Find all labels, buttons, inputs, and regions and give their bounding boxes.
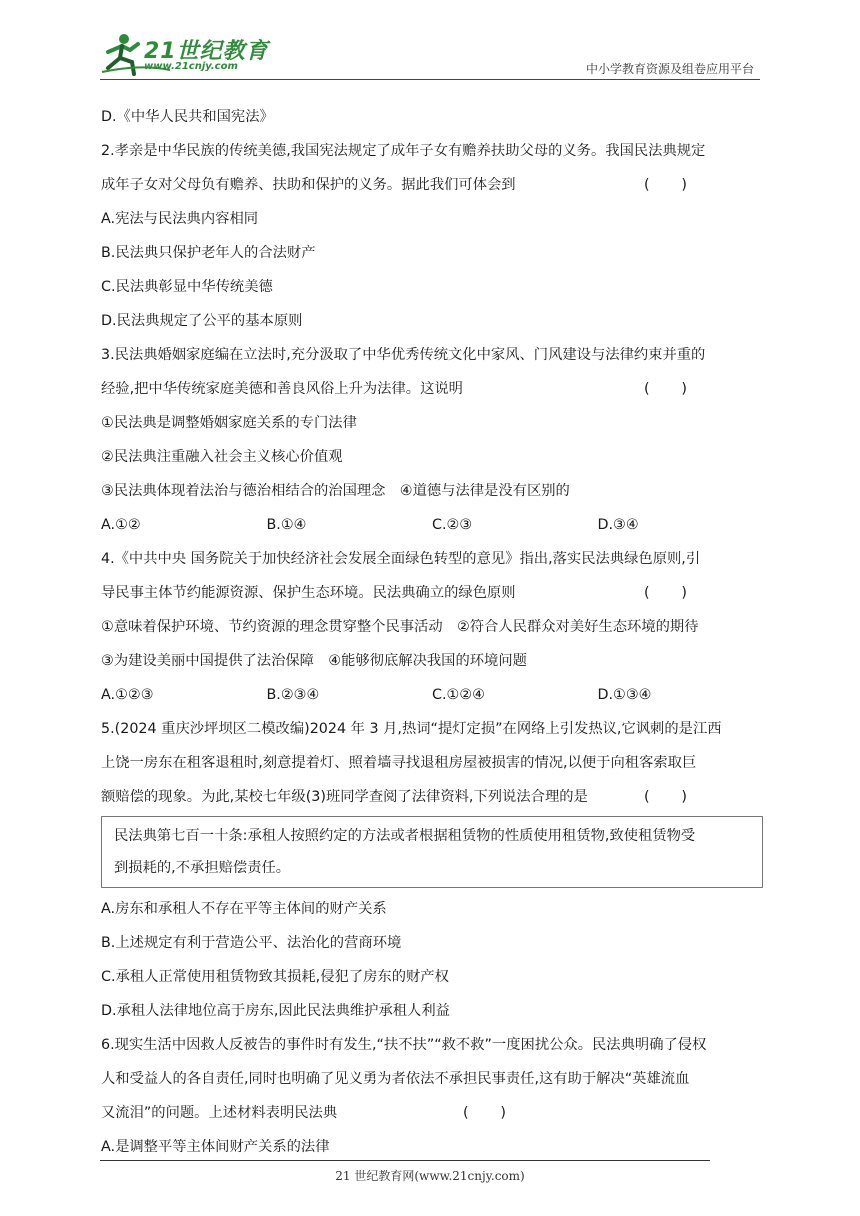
page-header — [100, 28, 760, 80]
q4-stem-line-2 — [101, 576, 763, 610]
q4-option-a: A.①②③ — [101, 687, 154, 703]
logo-url-text: www.21cnjy.com — [144, 61, 238, 72]
q5-option-b: B.上述规定有利于营造公平、法治化的营商环境 — [101, 935, 402, 951]
question-content — [101, 100, 763, 1164]
q6-option-a: A.是调整平等主体间财产关系的法律 — [101, 1139, 330, 1155]
q3-statement-2: ②民法典注重融入社会主义核心价值观 — [101, 449, 343, 465]
q5-stem-line-3 — [101, 780, 763, 814]
q5-stem-line-1: 5.(2024 重庆沙坪坝区二模改编)2024 年 3 月,热词“提灯定损”在网络上引发热议,它讽刺的是江西 — [101, 721, 722, 737]
q4-stem-line-1: 4.《中共中央 国务院关于加快经济社会发展全面绿色转型的意见》指出,落实民法典绿色原则,引 — [101, 551, 701, 567]
q6-answer-bracket: ( ) — [463, 1105, 506, 1121]
q5-stem-line-2: 上饶一房东在租客退租时,刻意提着灯、照着墙寻找退租房屋被损害的情况,以便于向租客索取巨 — [101, 755, 697, 771]
q2-stem-line-2 — [101, 168, 763, 202]
q5-option-a: A.房东和承租人不存在平等主体间的财产关系 — [101, 901, 387, 917]
q4-statement-3-4: ③为建设美丽中国提供了法治保障 ④能够彻底解决我国的环境问题 — [101, 653, 527, 669]
q2-stem-line-1: 2.孝亲是中华民族的传统美德,我国宪法规定了成年子女有赡养扶助父母的义务。我国民法典规定 — [101, 143, 706, 159]
q6-stem-text: 又流泪”的问题。上述材料表明民法典 — [101, 1105, 338, 1121]
q2-stem-text: 成年子女对父母负有赡养、扶助和保护的义务。据此我们可体会到 — [101, 177, 516, 193]
footer-divider — [100, 1160, 710, 1161]
platform-name: 中小学教育资源及组卷应用平台 — [585, 62, 754, 76]
q4-stem-text: 导民事主体节约能源资源、保护生态环境。民法典确立的绿色原则 — [101, 585, 516, 601]
q3-answer-bracket: ( ) — [644, 381, 687, 397]
header-divider — [100, 79, 760, 80]
q5-stem-text: 额赔偿的现象。为此,某校七年级(3)班同学查阅了法律资料,下列说法合理的是 — [101, 789, 588, 805]
q3-option-c: C.②③ — [432, 517, 473, 533]
q4-option-b: B.②③④ — [266, 687, 320, 703]
q3-statement-1: ①民法典是调整婚姻家庭关系的专门法律 — [101, 415, 357, 431]
q6-stem-line-3 — [101, 1096, 763, 1130]
q3-stem-text: 经验,把中华传统家庭美德和善良风俗上升为法律。这说明 — [101, 381, 463, 397]
q3-statement-3-4: ③民法典体现着法治与德治相结合的治国理念 ④道德与法律是没有区别的 — [101, 483, 570, 499]
law-quote-line-1: 民法典第七百一十条:承租人按照约定的方法或者根据租赁物的性质使用租赁物,致使租赁物受 — [114, 828, 696, 844]
law-quote-line-2: 到损耗的,不承担赔偿责任。 — [114, 860, 291, 876]
q3-stem-line-1: 3.民法典婚姻家庭编在立法时,充分汲取了中华优秀传统文化中家风、门风建设与法律约束并重的 — [101, 347, 706, 363]
q3-stem-line-2 — [101, 372, 763, 406]
q6-stem-line-1: 6.现实生活中因救人反被告的事件时有发生,“扶不扶”“救不救”一度困扰公众。民法典明确了侵权 — [101, 1037, 707, 1053]
law-quote-box — [101, 816, 763, 888]
q4-option-d: D.①③④ — [597, 687, 652, 703]
q6-stem-line-2: 人和受益人的各自责任,同时也明确了见义勇为者依法不承担民事责任,这有助于解决“英雄流血 — [101, 1071, 690, 1087]
q2-option-d: D.民法典规定了公平的基本原则 — [101, 313, 303, 329]
q3-options — [101, 508, 763, 542]
q4-answer-bracket: ( ) — [644, 585, 687, 601]
q2-option-b: B.民法典只保护老年人的合法财产 — [101, 245, 316, 261]
q5-option-c: C.承租人正常使用租赁物致其损耗,侵犯了房东的财产权 — [101, 969, 449, 985]
logo-text: 21世纪教育 — [144, 39, 269, 64]
q3-option-d: D.③④ — [597, 517, 639, 533]
q5-answer-bracket: ( ) — [644, 789, 687, 805]
site-logo — [100, 28, 280, 80]
q5-option-d: D.承租人法律地位高于房东,因此民法典维护承租人利益 — [101, 1003, 450, 1019]
q2-answer-bracket: ( ) — [644, 177, 687, 193]
q2-option-c: C.民法典彰显中华传统美德 — [101, 279, 273, 295]
q2-option-a: A.宪法与民法典内容相同 — [101, 211, 259, 227]
q1-option-d: D.《中华人民共和国宪法》 — [101, 109, 274, 125]
q4-option-c: C.①②④ — [432, 687, 485, 703]
q3-option-b: B.①④ — [266, 517, 307, 533]
page-footer: 21 世纪教育网(www.21cnjy.com) — [335, 1169, 525, 1183]
q4-options — [101, 678, 763, 712]
q4-statement-1-2: ①意味着保护环境、节约资源的理念贯穿整个民事活动 ②符合人民群众对美好生态环境的期待 — [101, 619, 699, 635]
q3-option-a: A.①② — [101, 517, 141, 533]
